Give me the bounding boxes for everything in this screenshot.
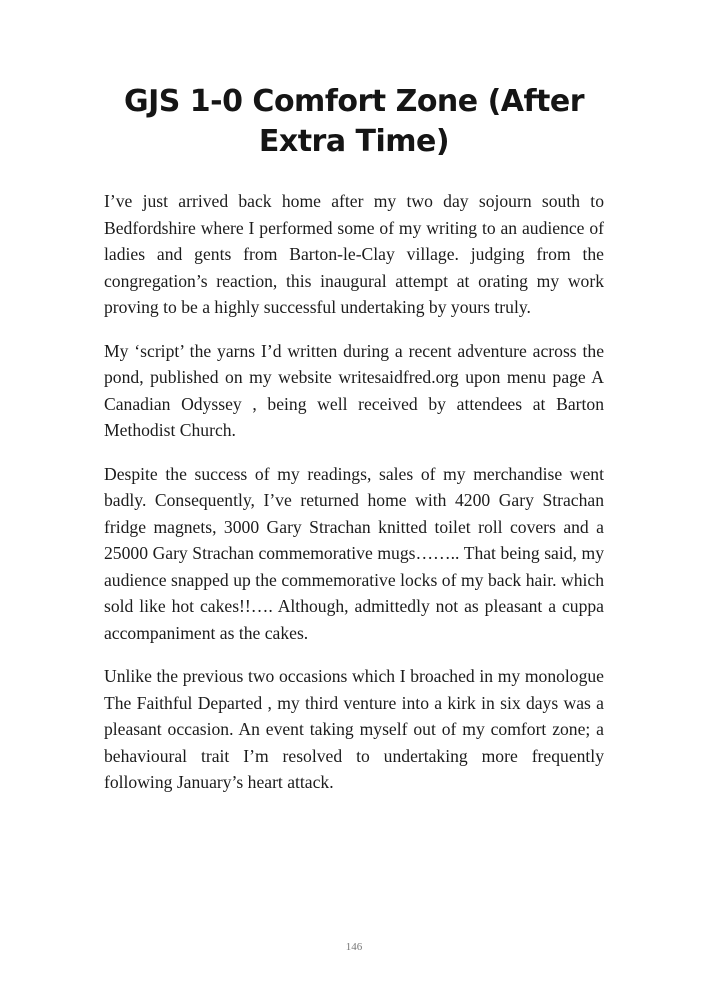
body-text: [104, 188, 604, 813]
page-title: GJS 1-0 Comfort Zone (After Extra Time): [123, 84, 585, 159]
paragraph-1: I’ve just arrived back home after my two day sojourn south to Bedfordshire where I performed some of my writing to an audience of ladies and gents from Barton-le-Clay village. judging from the congregation’s reaction, this inaugural attempt at orating my work proving to be a highly successful undertaking by yours truly.: [104, 191, 604, 317]
paragraph-4: Unlike the previous two occasions which I broached in my monologue The Faithful Departed , my third venture into a kirk in six days was a pleasant occasion. An event taking myself out of my comfort zone; a behavioural trait I’m resolved to undertaking more frequently following January’s heart attack.: [104, 666, 604, 792]
paragraph-2: My ‘script’ the yarns I’d written during a recent adventure across the pond, published on my website writesaidfred.org upon menu page A Canadian Odyssey , being well received by attendees at Barton Methodist Church.: [104, 340, 604, 440]
paragraph-3: Despite the success of my readings, sales of my merchandise went badly. Consequently, I’ve returned home with 4200 Gary Strachan fridge magnets, 3000 Gary Strachan knitted toilet roll covers and a 25000 Gary Strachan commemorative mugs…….. That being said, my audience snapped up the commemorative locks of my back hair. which sold like hot cakes!!…. Although, admittedly not as pleasant a cuppa accompaniment as the cakes.: [104, 463, 604, 643]
page-number: 146: [345, 941, 363, 953]
